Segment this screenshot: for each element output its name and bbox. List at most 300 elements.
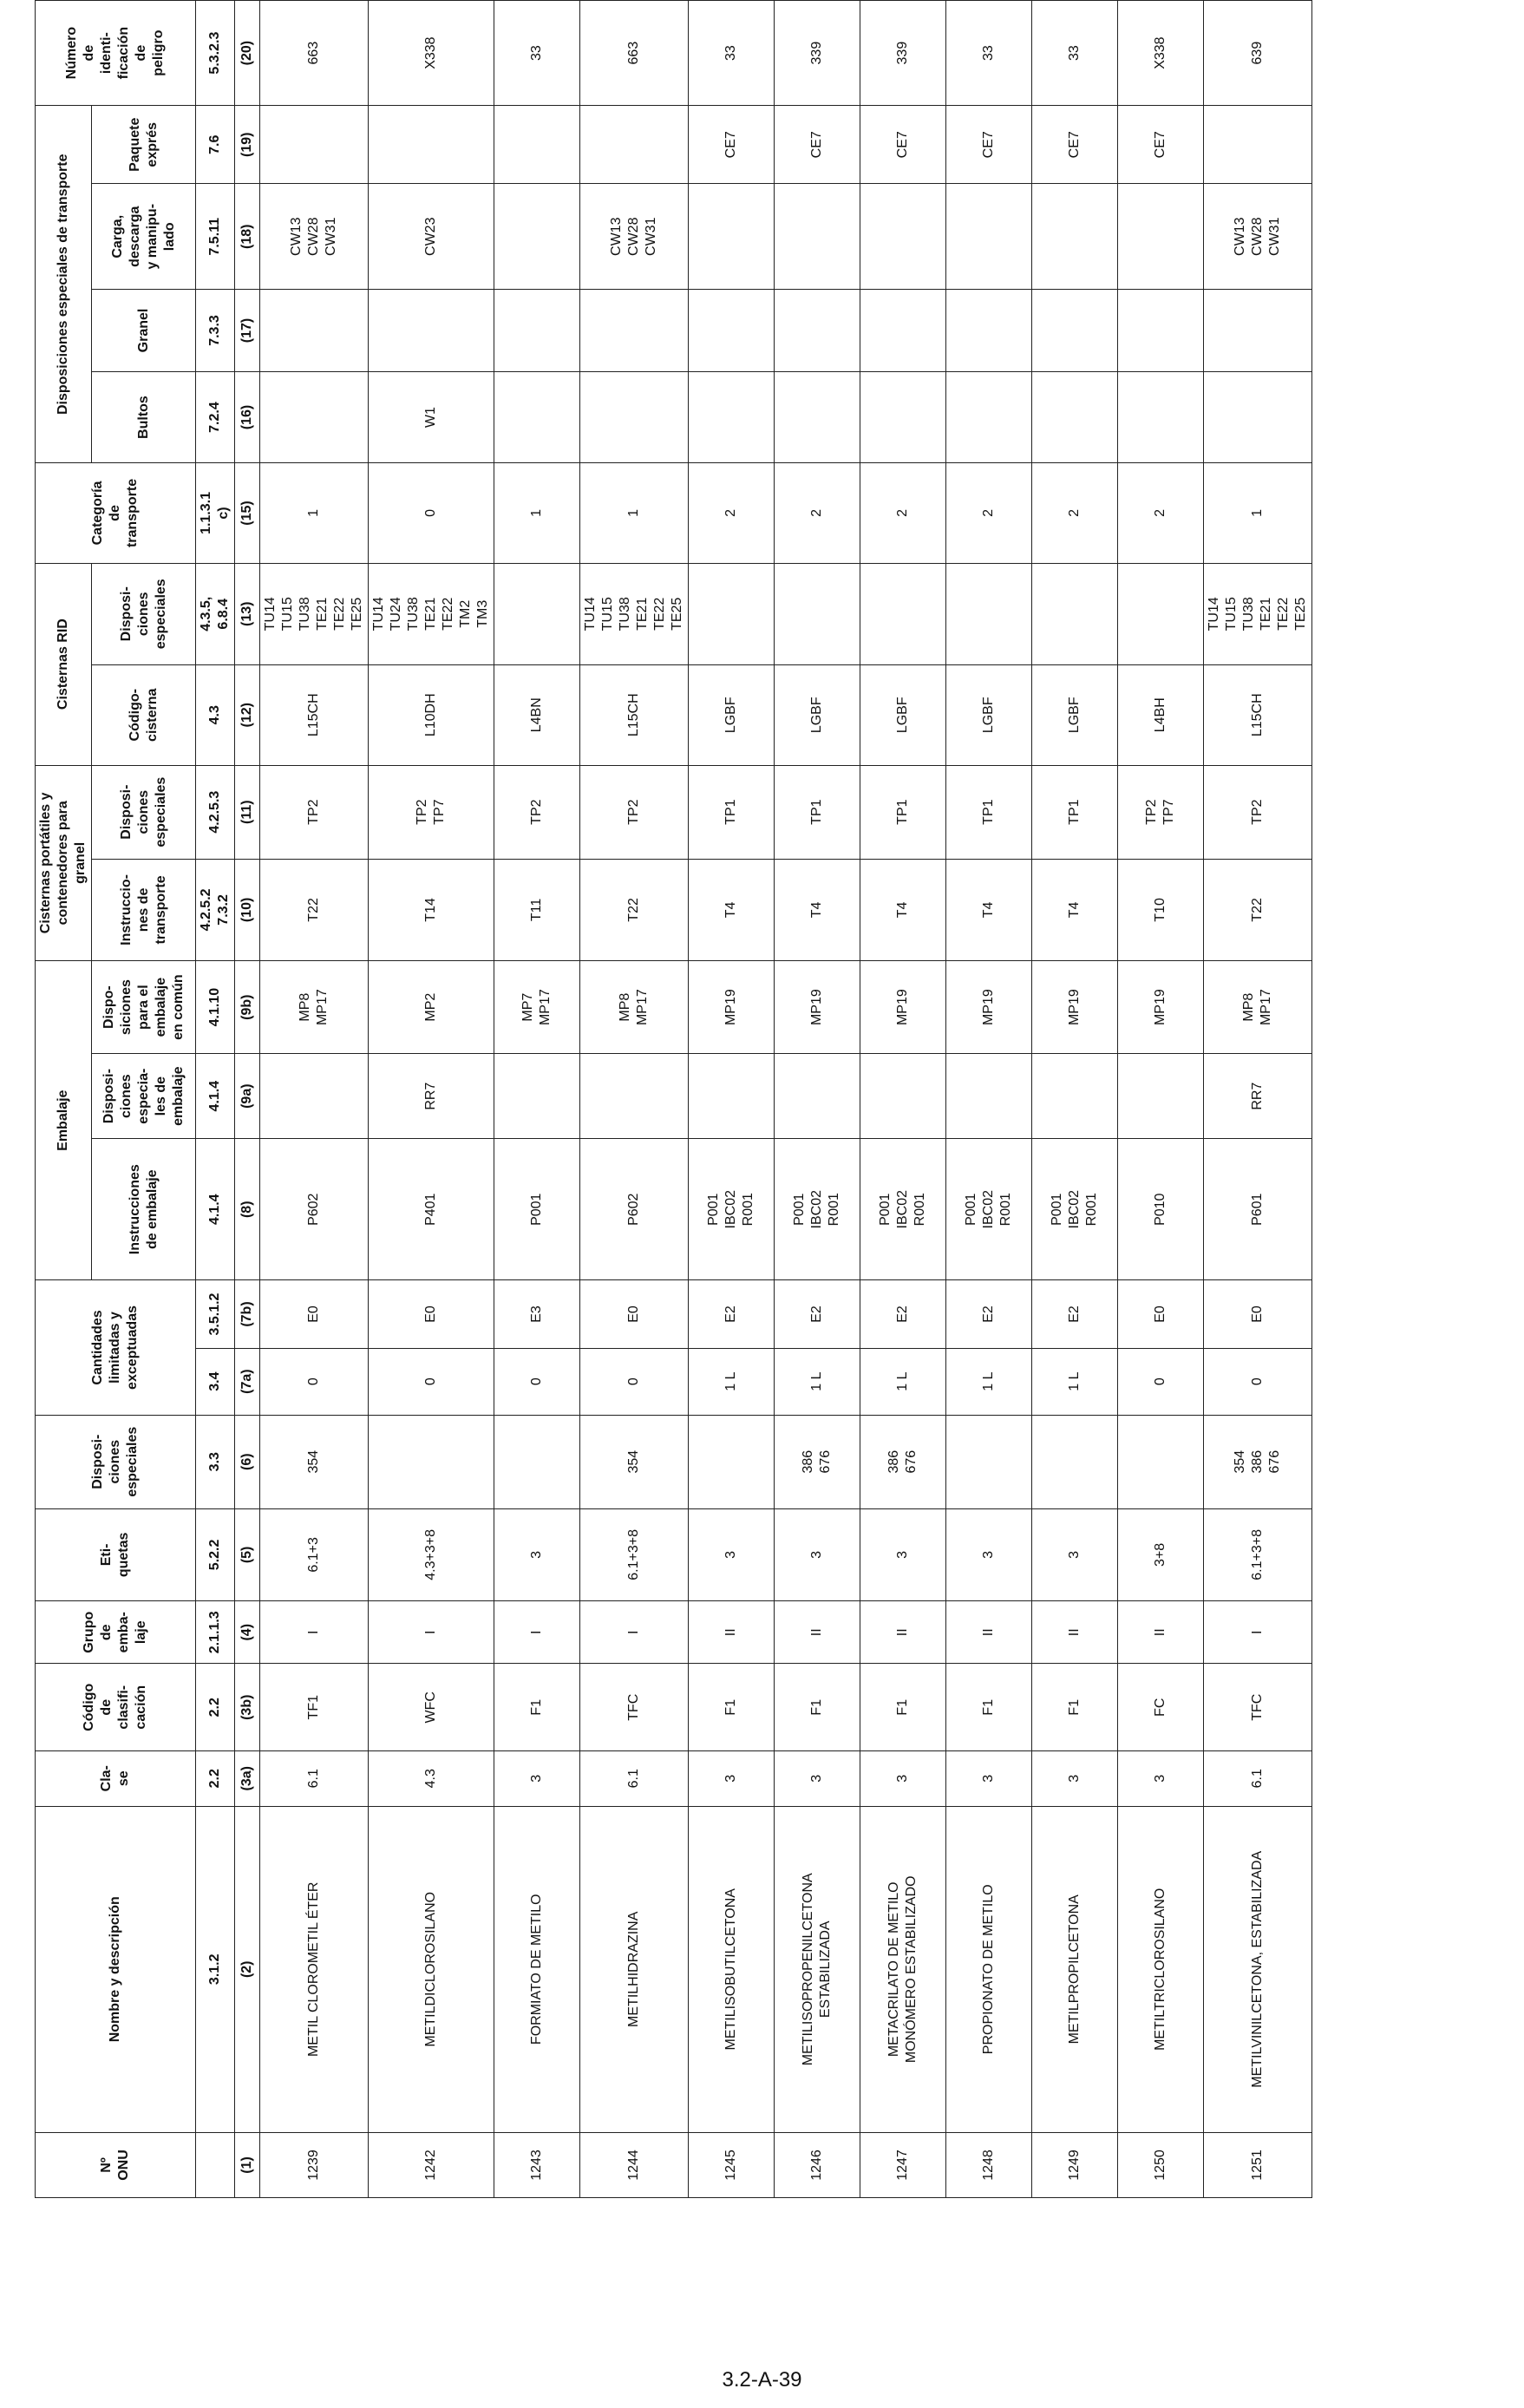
header-tank-code: Código- cisterna — [92, 664, 196, 765]
class-cell: 6.1 — [580, 1750, 689, 1806]
un-number-cell: 1246 — [775, 2132, 860, 2197]
substance-name-cell: METILISOPROPENILCETONA ESTABILIZADA — [775, 1806, 860, 2132]
classification-code-cell: TF1 — [260, 1664, 369, 1750]
column-number-cell: (4) — [235, 1601, 260, 1664]
packing-group-cell: II — [946, 1601, 1032, 1664]
header-packages: Bultos — [92, 371, 196, 463]
rid-special-provision-cell — [1118, 563, 1204, 664]
packing-instruction-cell: P401 — [369, 1139, 494, 1280]
class-cell: 3 — [689, 1750, 775, 1806]
bulk-provision-cell — [494, 290, 580, 372]
section-ref-cell: 7.2.4 — [196, 371, 235, 463]
tank-instruction-cell: T22 — [580, 859, 689, 960]
header-packaging: Embalaje — [36, 961, 92, 1280]
tank-special-provision-cell: TP1 — [946, 765, 1032, 859]
column-number-cell: (2) — [235, 1806, 260, 2132]
express-provision-cell: CE7 — [775, 106, 860, 184]
header-hazard-id-number: Número de identi- ficación de peligro — [36, 1, 196, 106]
express-provision-cell — [1204, 106, 1312, 184]
page-number: 3.2-A-39 — [722, 2368, 802, 2392]
tank-code-cell: L15CH — [260, 664, 369, 765]
tank-code-cell: LGBF — [775, 664, 860, 765]
labels-cell: 3+8 — [1118, 1508, 1204, 1600]
un-number-cell: 1247 — [860, 2132, 946, 2197]
classification-code-cell: TFC — [580, 1664, 689, 1750]
header-bulk: Granel — [92, 290, 196, 372]
mixed-packing-cell: MP19 — [1118, 961, 1204, 1054]
transport-category-cell: 1 — [260, 463, 369, 563]
tank-special-provision-cell: TP2 — [260, 765, 369, 859]
classification-code-cell: FC — [1118, 1664, 1204, 1750]
tank-instruction-cell: T22 — [260, 859, 369, 960]
classification-code-cell: F1 — [494, 1664, 580, 1750]
packing-instruction-cell: P601 — [1204, 1139, 1312, 1280]
bulk-provision-cell — [689, 290, 775, 372]
mixed-packing-cell: MP19 — [775, 961, 860, 1054]
packages-provision-cell — [1204, 371, 1312, 463]
un-number-cell: 1251 — [1204, 2132, 1312, 2197]
loading-provision-cell: CW13 CW28 CW31 — [260, 184, 369, 290]
tank-special-provision-cell: TP2 TP7 — [1118, 765, 1204, 859]
labels-cell: 3 — [860, 1508, 946, 1600]
special-packing-provision-cell — [1032, 1054, 1118, 1139]
section-ref-cell: 5.2.2 — [196, 1508, 235, 1600]
substance-name-cell: METILPROPILCETONA — [1032, 1806, 1118, 2132]
section-reference-row — [196, 1, 235, 2198]
express-provision-cell: CE7 — [946, 106, 1032, 184]
un-number-cell: 1250 — [1118, 2132, 1204, 2197]
hazard-id-cell: X338 — [369, 1, 494, 106]
packing-group-cell: I — [580, 1601, 689, 1664]
tank-special-provision-cell: TP2 — [1204, 765, 1312, 859]
header-tank-special-provisions: Disposi- ciones especiales — [92, 765, 196, 859]
tank-special-provision-cell: TP1 — [860, 765, 946, 859]
tank-code-cell: LGBF — [689, 664, 775, 765]
labels-cell: 3 — [689, 1508, 775, 1600]
substance-name-cell: METACRILATO DE METILO MONÓMERO ESTABILIZADO — [860, 1806, 946, 2132]
excepted-quantity-cell: E0 — [369, 1280, 494, 1348]
table-row — [494, 1, 580, 2198]
section-ref-cell: 7.6 — [196, 106, 235, 184]
packing-group-cell: I — [260, 1601, 369, 1664]
limited-quantity-cell: 1 L — [860, 1348, 946, 1415]
packages-provision-cell — [775, 371, 860, 463]
packages-provision-cell — [580, 371, 689, 463]
special-packing-provision-cell — [580, 1054, 689, 1139]
packing-group-cell: II — [689, 1601, 775, 1664]
header-special-provisions: Disposi- ciones especiales — [36, 1415, 196, 1508]
express-provision-cell: CE7 — [1118, 106, 1204, 184]
header-packing-group: Grupo de emba- laje — [36, 1601, 196, 1664]
mixed-packing-cell: MP19 — [860, 961, 946, 1054]
tank-code-cell: L4BH — [1118, 664, 1204, 765]
section-ref-cell: 3.3 — [196, 1415, 235, 1508]
mixed-packing-cell: MP19 — [1032, 961, 1118, 1054]
column-number-cell: (9a) — [235, 1054, 260, 1139]
labels-cell: 4.3+3+8 — [369, 1508, 494, 1600]
header-classification-code: Código de clasifi- cación — [36, 1664, 196, 1750]
un-number-cell: 1245 — [689, 2132, 775, 2197]
tank-code-cell: LGBF — [946, 664, 1032, 765]
packing-group-cell: II — [1032, 1601, 1118, 1664]
hazard-id-cell: 33 — [689, 1, 775, 106]
loading-provision-cell — [860, 184, 946, 290]
section-ref-cell — [196, 2132, 235, 2197]
column-number-cell: (20) — [235, 1, 260, 106]
special-packing-provision-cell — [775, 1054, 860, 1139]
class-cell: 3 — [1032, 1750, 1118, 1806]
packages-provision-cell: W1 — [369, 371, 494, 463]
column-number-cell: (6) — [235, 1415, 260, 1508]
labels-cell: 6.1+3+8 — [580, 1508, 689, 1600]
table-row — [580, 1, 689, 2198]
column-number-cell: (17) — [235, 290, 260, 372]
column-number-cell: (7a) — [235, 1348, 260, 1415]
special-provisions-cell — [369, 1415, 494, 1508]
labels-cell: 6.1+3 — [260, 1508, 369, 1600]
header-transport-category: Categoría de transporte — [36, 463, 196, 563]
tank-instruction-cell: T22 — [1204, 859, 1312, 960]
packages-provision-cell — [494, 371, 580, 463]
hazard-id-cell: 663 — [580, 1, 689, 106]
transport-category-cell: 1 — [1204, 463, 1312, 563]
special-provisions-cell: 386 676 — [860, 1415, 946, 1508]
header-labels: Eti- quetas — [36, 1508, 196, 1600]
limited-quantity-cell: 0 — [494, 1348, 580, 1415]
bulk-provision-cell — [860, 290, 946, 372]
section-ref-cell: 1.1.3.1 c) — [196, 463, 235, 563]
rid-special-provision-cell — [946, 563, 1032, 664]
table-body — [196, 1, 1312, 2198]
header-portable-tanks: Cisternas portátiles y contenedores para granel — [36, 765, 92, 961]
special-packing-provision-cell — [689, 1054, 775, 1139]
excepted-quantity-cell: E2 — [775, 1280, 860, 1348]
section-ref-cell: 7.5.11 — [196, 184, 235, 290]
express-provision-cell: CE7 — [1032, 106, 1118, 184]
header-class: Cla- se — [36, 1750, 196, 1806]
substance-name-cell: METILHIDRAZINA — [580, 1806, 689, 2132]
table-row — [1118, 1, 1204, 2198]
hazard-id-cell: 639 — [1204, 1, 1312, 106]
rid-special-provision-cell — [860, 563, 946, 664]
special-provisions-cell: 386 676 — [775, 1415, 860, 1508]
transport-category-cell: 2 — [689, 463, 775, 563]
header-loading-unloading: Carga, descarga y manipu- lado — [92, 184, 196, 290]
tank-code-cell: L10DH — [369, 664, 494, 765]
labels-cell: 3 — [494, 1508, 580, 1600]
classification-code-cell: F1 — [860, 1664, 946, 1750]
tank-instruction-cell: T4 — [775, 859, 860, 960]
loading-provision-cell — [775, 184, 860, 290]
packing-instruction-cell: P001 — [494, 1139, 580, 1280]
bulk-provision-cell — [1032, 290, 1118, 372]
section-ref-cell: 3.4 — [196, 1348, 235, 1415]
tank-special-provision-cell: TP1 — [1032, 765, 1118, 859]
header-tank-instructions: Instruccio- nes de transporte — [92, 859, 196, 960]
classification-code-cell: F1 — [946, 1664, 1032, 1750]
un-number-cell: 1244 — [580, 2132, 689, 2197]
class-cell: 3 — [946, 1750, 1032, 1806]
header-express-parcel: Paquete exprés — [92, 106, 196, 184]
packing-group-cell: I — [369, 1601, 494, 1664]
special-provisions-cell: 354 386 676 — [1204, 1415, 1312, 1508]
column-number-cell: (19) — [235, 106, 260, 184]
limited-quantity-cell: 1 L — [946, 1348, 1032, 1415]
limited-quantity-cell: 1 L — [1032, 1348, 1118, 1415]
loading-provision-cell — [946, 184, 1032, 290]
section-ref-cell: 3.5.1.2 — [196, 1280, 235, 1348]
special-provisions-cell: 354 — [260, 1415, 369, 1508]
packing-group-cell: II — [775, 1601, 860, 1664]
dangerous-goods-table — [35, 0, 1312, 2198]
hazard-id-cell: 339 — [775, 1, 860, 106]
special-packing-provision-cell — [494, 1054, 580, 1139]
special-packing-provision-cell — [860, 1054, 946, 1139]
substance-name-cell: METILDICLOROSILANO — [369, 1806, 494, 2132]
packing-instruction-cell: P010 — [1118, 1139, 1204, 1280]
hazard-id-cell: 339 — [860, 1, 946, 106]
labels-cell: 3 — [775, 1508, 860, 1600]
packing-group-cell: I — [1204, 1601, 1312, 1664]
rid-special-provision-cell — [1032, 563, 1118, 664]
column-number-cell: (7b) — [235, 1280, 260, 1348]
packing-instruction-cell: P001 IBC02 R001 — [860, 1139, 946, 1280]
column-number-cell: (13) — [235, 563, 260, 664]
section-ref-cell: 4.2.5.2 7.3.2 — [196, 859, 235, 960]
column-number-cell: (10) — [235, 859, 260, 960]
transport-category-cell: 2 — [1118, 463, 1204, 563]
mixed-packing-cell: MP8 MP17 — [580, 961, 689, 1054]
section-ref-cell: 3.1.2 — [196, 1806, 235, 2132]
limited-quantity-cell: 0 — [260, 1348, 369, 1415]
section-ref-cell: 7.3.3 — [196, 290, 235, 372]
labels-cell: 6.1+3+8 — [1204, 1508, 1312, 1600]
transport-category-cell: 2 — [946, 463, 1032, 563]
column-number-cell: (1) — [235, 2132, 260, 2197]
hazard-id-cell: 663 — [260, 1, 369, 106]
substance-name-cell: METIL CLOROMETIL ÉTER — [260, 1806, 369, 2132]
section-ref-cell: 4.2.5.3 — [196, 765, 235, 859]
packages-provision-cell — [260, 371, 369, 463]
loading-provision-cell — [1118, 184, 1204, 290]
limited-quantity-cell: 1 L — [775, 1348, 860, 1415]
packing-instruction-cell: P001 IBC02 R001 — [689, 1139, 775, 1280]
labels-cell: 3 — [1032, 1508, 1118, 1600]
table-row — [260, 1, 369, 2198]
tank-code-cell: L15CH — [580, 664, 689, 765]
mixed-packing-cell: MP2 — [369, 961, 494, 1054]
class-cell: 3 — [860, 1750, 946, 1806]
special-provisions-cell — [494, 1415, 580, 1508]
packing-group-cell: II — [1118, 1601, 1204, 1664]
header-rid-special-provisions: Disposi- ciones especiales — [92, 563, 196, 664]
table-row — [369, 1, 494, 2198]
table-row — [1032, 1, 1118, 2198]
column-number-cell: (18) — [235, 184, 260, 290]
loading-provision-cell — [1032, 184, 1118, 290]
column-number-cell: (16) — [235, 371, 260, 463]
class-cell: 6.1 — [1204, 1750, 1312, 1806]
section-ref-cell: 4.1.4 — [196, 1139, 235, 1280]
substance-name-cell: METILVINILCETONA, ESTABILIZADA — [1204, 1806, 1312, 2132]
mixed-packing-cell: MP7 MP17 — [494, 961, 580, 1054]
header-name: Nombre y descripción — [36, 1806, 196, 2132]
table-row — [1204, 1, 1312, 2198]
un-number-cell: 1239 — [260, 2132, 369, 2197]
excepted-quantity-cell: E0 — [260, 1280, 369, 1348]
tank-instruction-cell: T4 — [946, 859, 1032, 960]
un-number-cell: 1243 — [494, 2132, 580, 2197]
bulk-provision-cell — [946, 290, 1032, 372]
transport-category-cell: 2 — [1032, 463, 1118, 563]
rid-special-provision-cell — [775, 563, 860, 664]
un-number-cell: 1249 — [1032, 2132, 1118, 2197]
section-ref-cell: 4.1.4 — [196, 1054, 235, 1139]
limited-quantity-cell: 0 — [369, 1348, 494, 1415]
table-row — [689, 1, 775, 2198]
un-number-cell: 1248 — [946, 2132, 1032, 2197]
column-number-cell: (9b) — [235, 961, 260, 1054]
express-provision-cell — [260, 106, 369, 184]
rid-special-provision-cell: TU14 TU15 TU38 TE21 TE22 TE25 — [260, 563, 369, 664]
loading-provision-cell: CW23 — [369, 184, 494, 290]
substance-name-cell: FORMIATO DE METILO — [494, 1806, 580, 2132]
classification-code-cell: TFC — [1204, 1664, 1312, 1750]
class-cell: 4.3 — [369, 1750, 494, 1806]
special-provisions-cell: 354 — [580, 1415, 689, 1508]
tank-instruction-cell: T4 — [1032, 859, 1118, 960]
column-number-cell: (12) — [235, 664, 260, 765]
tank-code-cell: LGBF — [860, 664, 946, 765]
special-provisions-cell — [1118, 1415, 1204, 1508]
packing-instruction-cell: P001 IBC02 R001 — [946, 1139, 1032, 1280]
packages-provision-cell — [1032, 371, 1118, 463]
section-ref-cell: 5.3.2.3 — [196, 1, 235, 106]
class-cell: 3 — [775, 1750, 860, 1806]
limited-quantity-cell: 0 — [580, 1348, 689, 1415]
mixed-packing-cell: MP19 — [689, 961, 775, 1054]
packing-group-cell: I — [494, 1601, 580, 1664]
loading-provision-cell: CW13 CW28 CW31 — [580, 184, 689, 290]
section-ref-cell: 4.3.5, 6.8.4 — [196, 563, 235, 664]
header-rid-tanks: Cisternas RID — [36, 563, 92, 765]
express-provision-cell — [369, 106, 494, 184]
excepted-quantity-cell: E2 — [689, 1280, 775, 1348]
column-number-cell: (5) — [235, 1508, 260, 1600]
mixed-packing-cell: MP8 MP17 — [260, 961, 369, 1054]
mixed-packing-cell: MP19 — [946, 961, 1032, 1054]
special-packing-provision-cell — [1118, 1054, 1204, 1139]
loading-provision-cell — [689, 184, 775, 290]
table-row — [775, 1, 860, 2198]
packages-provision-cell — [946, 371, 1032, 463]
limited-quantity-cell: 0 — [1204, 1348, 1312, 1415]
class-cell: 6.1 — [260, 1750, 369, 1806]
bulk-provision-cell — [260, 290, 369, 372]
substance-name-cell: PROPIONATO DE METILO — [946, 1806, 1032, 2132]
classification-code-cell: WFC — [369, 1664, 494, 1750]
class-cell: 3 — [1118, 1750, 1204, 1806]
tank-special-provision-cell: TP1 — [689, 765, 775, 859]
packing-instruction-cell: P602 — [260, 1139, 369, 1280]
tank-instruction-cell: T4 — [860, 859, 946, 960]
tank-instruction-cell: T11 — [494, 859, 580, 960]
hazard-id-cell: 33 — [946, 1, 1032, 106]
mixed-packing-cell: MP8 MP17 — [1204, 961, 1312, 1054]
special-provisions-cell — [689, 1415, 775, 1508]
hazard-id-cell: 33 — [494, 1, 580, 106]
packages-provision-cell — [1118, 371, 1204, 463]
transport-category-cell: 0 — [369, 463, 494, 563]
header-un-number: Nº ONU — [36, 2132, 196, 2197]
transport-category-cell: 2 — [860, 463, 946, 563]
excepted-quantity-cell: E2 — [1032, 1280, 1118, 1348]
transport-category-cell: 2 — [775, 463, 860, 563]
tank-special-provision-cell: TP2 — [494, 765, 580, 859]
section-ref-cell: 4.1.10 — [196, 961, 235, 1054]
excepted-quantity-cell: E0 — [1118, 1280, 1204, 1348]
hazard-id-cell: X338 — [1118, 1, 1204, 106]
section-ref-cell: 2.2 — [196, 1750, 235, 1806]
special-packing-provision-cell — [260, 1054, 369, 1139]
column-number-cell: (8) — [235, 1139, 260, 1280]
rid-special-provision-cell: TU14 TU24 TU38 TE21 TE22 TM2 TM3 — [369, 563, 494, 664]
express-provision-cell — [580, 106, 689, 184]
excepted-quantity-cell: E2 — [860, 1280, 946, 1348]
classification-code-cell: F1 — [1032, 1664, 1118, 1750]
tank-special-provision-cell: TP2 — [580, 765, 689, 859]
tank-code-cell: L4BN — [494, 664, 580, 765]
packing-group-cell: II — [860, 1601, 946, 1664]
classification-code-cell: F1 — [775, 1664, 860, 1750]
transport-category-cell: 1 — [580, 463, 689, 563]
packages-provision-cell — [689, 371, 775, 463]
classification-code-cell: F1 — [689, 1664, 775, 1750]
substance-name-cell: METILTRICLOROSILANO — [1118, 1806, 1204, 2132]
excepted-quantity-cell: E2 — [946, 1280, 1032, 1348]
tank-instruction-cell: T4 — [689, 859, 775, 960]
special-packing-provision-cell — [946, 1054, 1032, 1139]
transport-category-cell: 1 — [494, 463, 580, 563]
header-mixed-packing: Dispo- siciones para el embalaje en común — [92, 961, 196, 1054]
bulk-provision-cell — [1118, 290, 1204, 372]
packing-instruction-cell: P001 IBC02 R001 — [1032, 1139, 1118, 1280]
tank-instruction-cell: T10 — [1118, 859, 1204, 960]
header-limited-excepted-quantities: Cantidades limitadas y exceptuadas — [36, 1280, 196, 1415]
section-ref-cell: 2.2 — [196, 1664, 235, 1750]
bulk-provision-cell — [369, 290, 494, 372]
un-number-cell: 1242 — [369, 2132, 494, 2197]
header-special-packing-provisions: Disposi- ciones especia- les de embalaje — [92, 1054, 196, 1139]
rid-special-provision-cell — [494, 563, 580, 664]
bulk-provision-cell — [580, 290, 689, 372]
header-special-transport-provisions: Disposiciones especiales de transporte — [36, 106, 92, 463]
column-number-cell: (3b) — [235, 1664, 260, 1750]
tank-code-cell: L15CH — [1204, 664, 1312, 765]
loading-provision-cell — [494, 184, 580, 290]
table-row — [860, 1, 946, 2198]
column-number-cell: (11) — [235, 765, 260, 859]
substance-name-cell: METILISOBUTILCETONA — [689, 1806, 775, 2132]
loading-provision-cell: CW13 CW28 CW31 — [1204, 184, 1312, 290]
limited-quantity-cell: 0 — [1118, 1348, 1204, 1415]
class-cell: 3 — [494, 1750, 580, 1806]
table-row — [946, 1, 1032, 2198]
bulk-provision-cell — [1204, 290, 1312, 372]
packing-instruction-cell: P001 IBC02 R001 — [775, 1139, 860, 1280]
rid-special-provision-cell — [689, 563, 775, 664]
section-ref-cell: 4.3 — [196, 664, 235, 765]
